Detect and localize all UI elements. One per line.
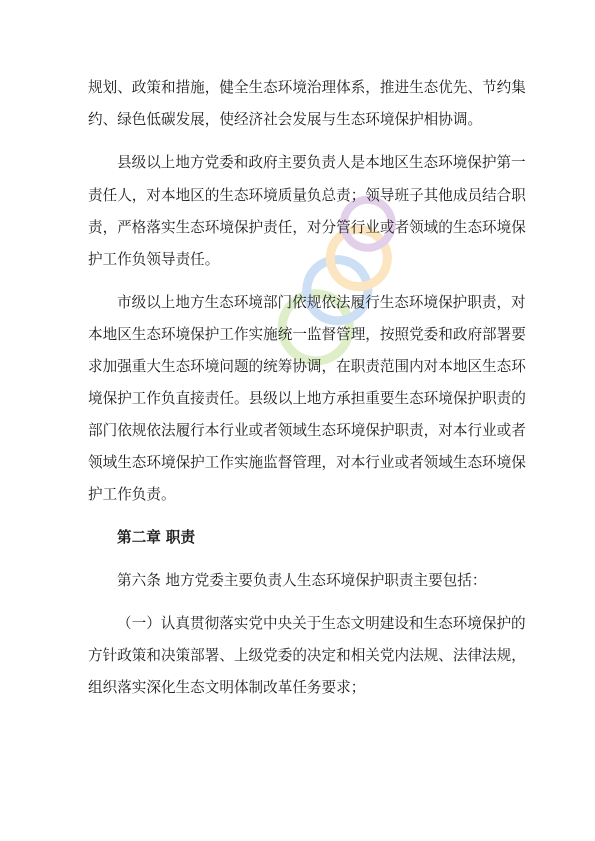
paragraph-line: 求加强重大生态环境问题的统筹协调，在职责范围内对本地区生态环 (88, 358, 526, 375)
paragraph-line: 领域生态环境保护工作实施监督管理，对本行业或者领域生态环境保 (88, 454, 526, 471)
paragraph-line: 责，严格落实生态环境保护责任，对分管行业或者领域的生态环境保 (88, 219, 526, 236)
paragraph-line: 规划、政策和措施，健全生态环境治理体系，推进生态优先、节约集 (88, 79, 526, 96)
paragraph-line: 责任人，对本地区的生态环境质量负总责；领导班子其他成员结合职 (88, 187, 526, 204)
chapter-heading: 第二章 职责 (117, 529, 196, 546)
paragraph-line: 方针政策和决策部署、上级党委的决定和相关党内法规、法律法规， (88, 647, 526, 664)
paragraph-line: 本地区生态环境保护工作实施统一监督管理，按照党委和政府部署要 (88, 326, 526, 343)
paragraph-line: 护工作负领导责任。 (88, 251, 220, 268)
paragraph-line: 部门依规依法履行本行业或者领域生态环境保护职责，对本行业或者 (88, 422, 526, 439)
paragraph-line: 县级以上地方党委和政府主要负责人是本地区生态环境保护第一 (117, 154, 526, 171)
paragraph-line: （一）认真贯彻落实党中央关于生态文明建设和生态环境保护的 (117, 615, 526, 632)
article-line: 第六条 地方党委主要负责人生态环境保护职责主要包括： (117, 572, 487, 589)
paragraph-line: 组织落实深化生态文明体制改革任务要求； (88, 679, 366, 696)
paragraph-line: 护工作负责。 (88, 486, 176, 503)
paragraph-line: 境保护工作负直接责任。县级以上地方承担重要生态环境保护职责的 (88, 390, 526, 407)
paragraph-line: 市级以上地方生态环境部门依规依法履行生态环境保护职责，对 (117, 294, 526, 311)
paragraph-line: 约、绿色低碳发展，使经济社会发展与生态环境保护相协调。 (88, 111, 483, 128)
